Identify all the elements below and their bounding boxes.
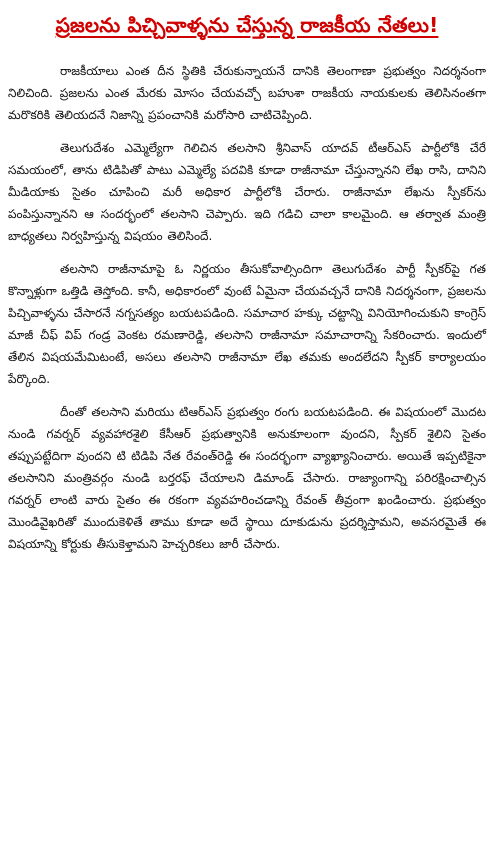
article-body [8,60,486,555]
headline-text: ప్రజలను పిచ్చివాళ్ళను చేస్తున్న రాజకీయ నేతలు! [55,13,439,37]
article-paragraph-3: తలసాని రాజీనామాపై ఓ నిర్ణయం తీసుకోవాల్సిందిగా తెలుగుదేశం పార్టీ స్పీకర్‌పై గత కొన్నాళ్లుగా ఒత్తిడి తెస్తోంది. కానీ, అధికారంలో వుంటే ఏమైనా చేయవచ్చనే దానికి నిదర్శనంగా, ప్రజలను పిచ్చివాళ్ళను చేసారనే నగ్నసత్యం బయటపడింది. సమాచార హక్కు చట్టాన్ని వినియోగించుకుని కాంగ్రెస్ మాజీ చీఫ్ విప్ గండ్ర వెంకట రమణారెడ్డి, తలసాని రాజీనామా సమాచారాన్ని సేకరించారు. ఇందులో తేలిన విషయమేమిటంటే, అసలు తలసాని రాజీనామా లేఖ తమకు అందలేదని స్పీకర్ కార్యాలయం పేర్కొంది. [8,262,486,386]
article-paragraph-4: దీంతో తలసాని మరియు టిఆర్ఎస్ ప్రభుత్వం రంగు బయటపడింది. ఈ విషయంలో మొదట నుండి గవర్నర్ వ్యవహారశైలి కేసీఆర్ ప్రభుత్వానికి అనుకూలంగా వుందని, స్పీకర్ శైలిని సైతం తప్పుపట్టేదిగా వుందని టి టిడిపి నేత రేవంత్‌రెడ్డి ఈ సందర్భంగా వ్యాఖ్యానించారు. అయితే ఇప్పటికైనా తలసానిని మంత్రివర్గం నుండి బర్తరఫ్ చేయాలని డిమాండ్ చేసారు. రాజ్యాంగాన్ని పరిరక్షించాల్సిన గవర్నర్ లాంటి వారు సైతం ఈ రకంగా వ్యవహరించడాన్ని రేవంత్ తీవ్రంగా ఖండించారు. ప్రభుత్వం మొండివైఖరితో ముందుకెళితే తాము కూడా అదే స్థాయి దూకుడును ప్రదర్శిస్తామని, అవసరమైతే ఈ విషయాన్ని కోర్టుకు తీసుకెళ్తామని హెచ్చరికలు జారీ చేసారు. [8,405,486,551]
article-paragraph-1: రాజకీయాలు ఎంత దీన స్థితికి చేరుకున్నాయనే దానికి తెలంగాణా ప్రభుత్వం నిదర్శనంగా నిలిచింది. ప్రజలను ఎంత మేరకు మోసం చేయవచ్చో బహుశా రాజకీయ నాయకులకు తెలిసినంతగా మరొకరికి తెలియదనే నిజాన్ని ప్రపంచానికి మరోసారి చాటిచెప్పింది. [8,64,486,122]
article-headline [8,8,486,46]
article-paragraph-2: తెలుగుదేశం ఎమ్మెల్యేగా గెలిచిన తలసాని శ్రీనివాస్ యాదవ్ టీఆర్ఎస్ పార్టీలోకి చేరే సమయంలో, తాను టిడిపితో పాటు ఎమ్మెల్యే పదవికి కూడా రాజీనామా చేస్తున్నానని లేఖ రాసి, దానిని మీడియాకు సైతం చూపించి మరీ అధికార పార్టీలోకి చేరారు. రాజీనామా లేఖను స్పీకర్‌ను పంపిస్తున్నానని ఆ సందర్భంలో తలసాని చెప్పారు. ఇది గడిచి చాలా కాలమైంది. ఆ తర్వాత మంత్రి బాధ్యతలు నిర్వహిస్తున్న విషయం తెలిసిందే. [8,141,486,243]
